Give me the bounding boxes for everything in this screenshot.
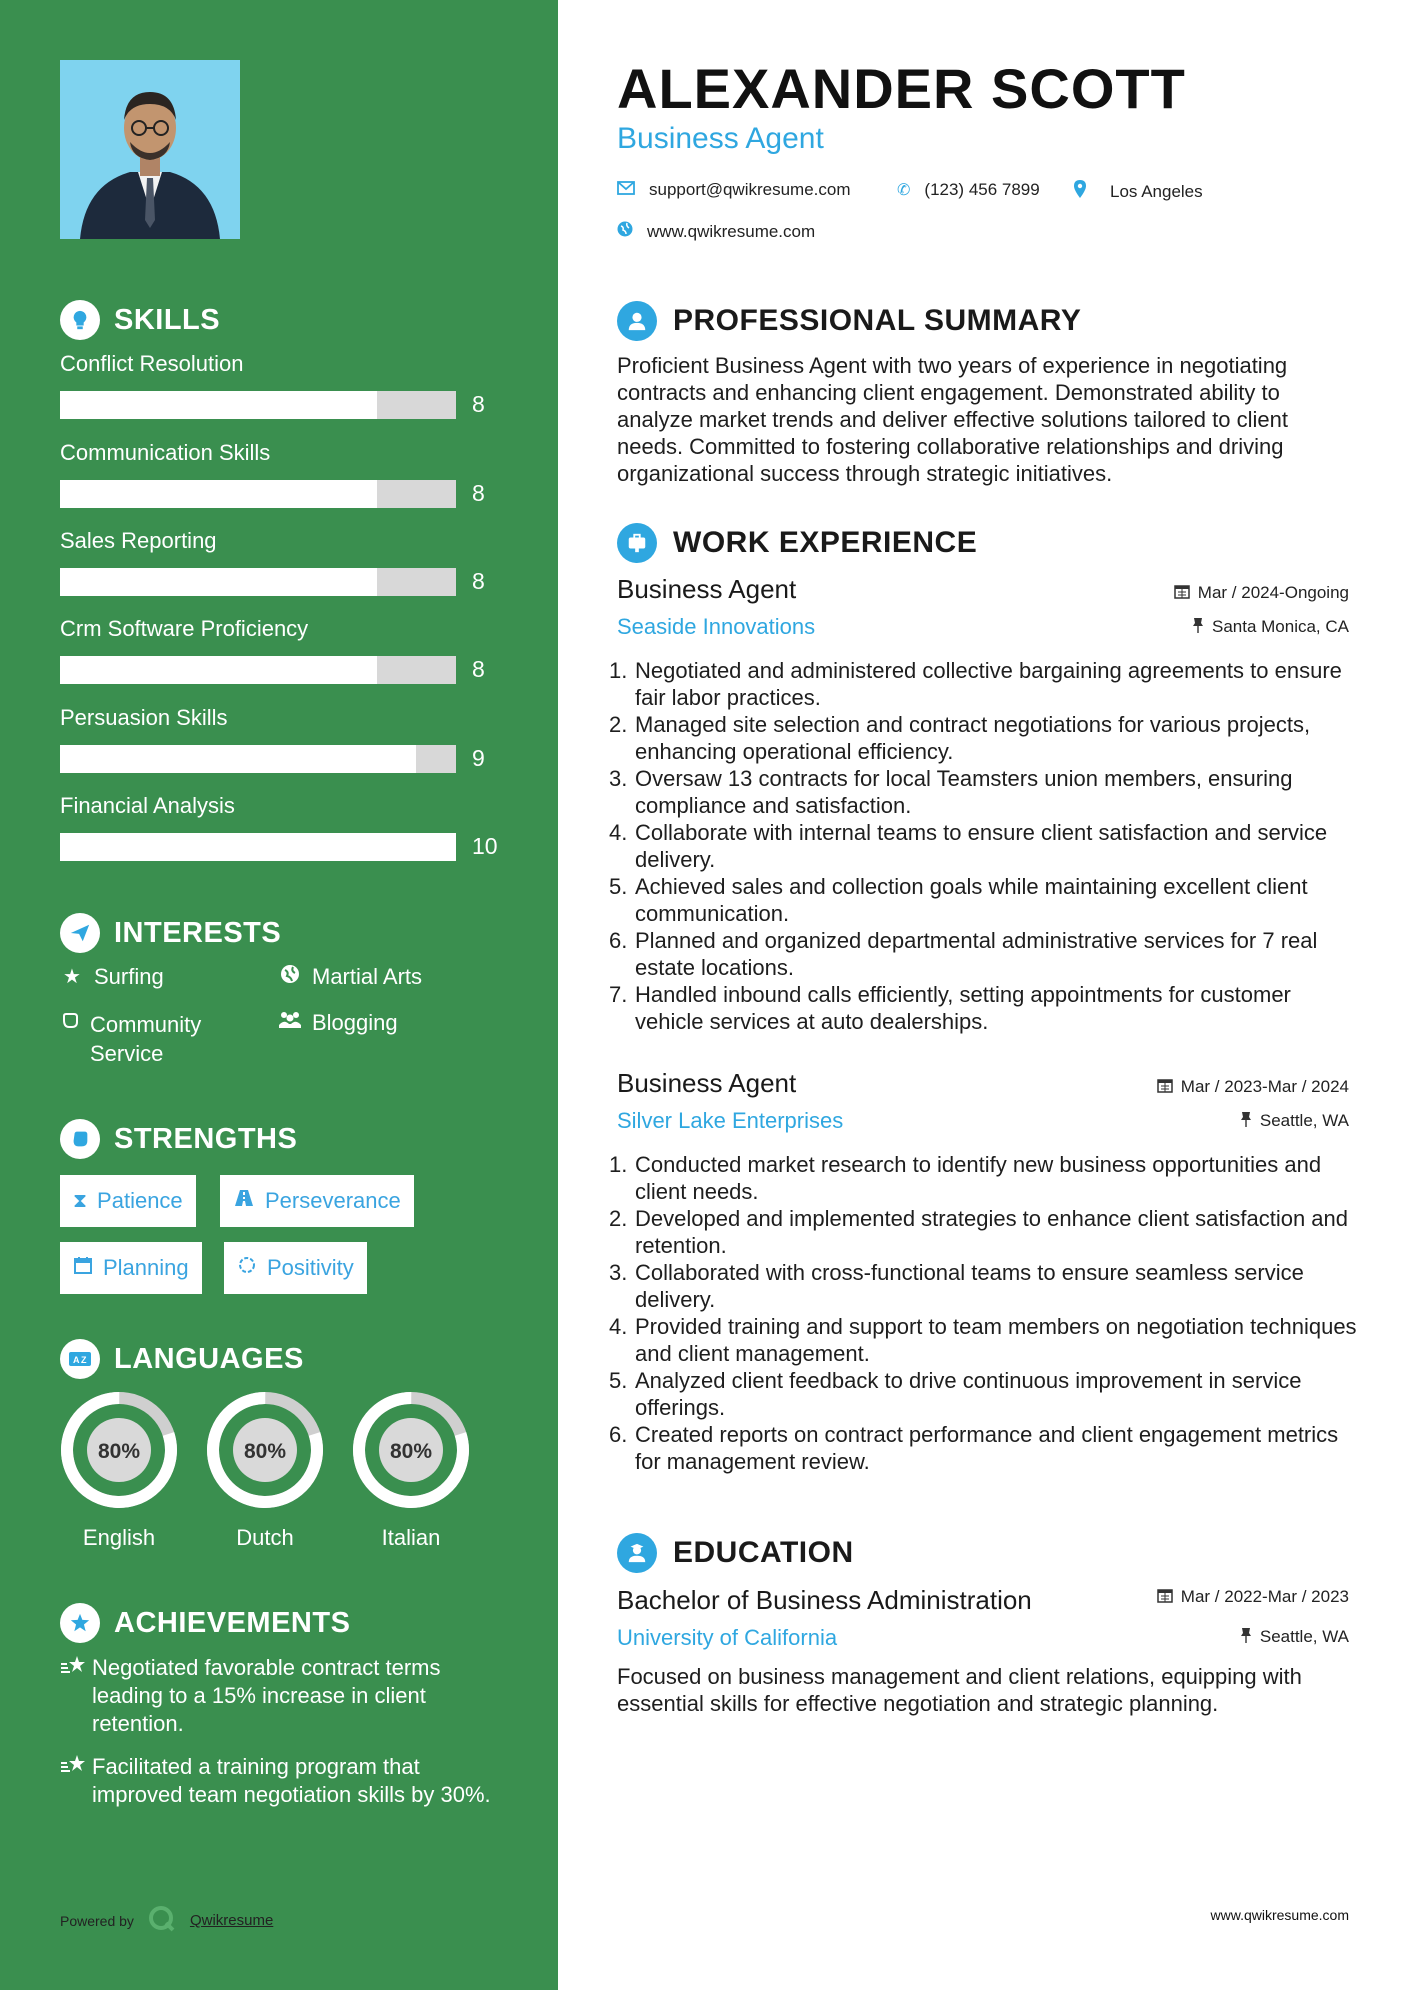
skill-value: 8 xyxy=(472,656,485,682)
qwikresume-logo-icon xyxy=(148,1905,176,1936)
skill-bar xyxy=(60,480,456,508)
contact-location: Los Angeles xyxy=(1074,180,1203,203)
education-location: Seattle, WA xyxy=(1240,1627,1349,1647)
website-link[interactable]: www.qwikresume.com xyxy=(647,221,816,241)
strengths-heading xyxy=(60,1119,297,1159)
contact-phone: ✆ (123) 456 7899 xyxy=(897,180,1040,199)
skill-value: 8 xyxy=(472,391,485,417)
language-percent: 80% xyxy=(243,1440,287,1463)
interest-item: ★ Surfing xyxy=(60,964,164,990)
school-name: University of California xyxy=(617,1625,838,1650)
list-item: 3. Collaborated with cross-functional teams to ensure seamless service delivery. xyxy=(609,1260,1304,1312)
star-badge-icon xyxy=(60,1603,100,1643)
language-ring xyxy=(349,1388,473,1512)
interests-heading xyxy=(60,913,281,953)
skill-label: Financial Analysis xyxy=(60,793,235,818)
job-title: Business Agent xyxy=(617,574,797,604)
education-text: Focused on business management and client relations, equipping with essential skills for effective negotiation and strategic planning. xyxy=(617,1664,1302,1716)
road-icon xyxy=(233,1189,255,1213)
skill-bar xyxy=(60,833,456,861)
achievement-item: Facilitated a training program that improved team negotiation skills by 30%. xyxy=(60,1753,500,1809)
list-item: 5. Achieved sales and collection goals while maintaining excellent client communication. xyxy=(609,874,1308,926)
language-percent: 80% xyxy=(97,1440,141,1463)
education-dates: Mar / 2022-Mar / 2023 xyxy=(1157,1587,1349,1607)
svg-text:A: A xyxy=(73,1355,80,1365)
skill-value: 10 xyxy=(472,833,498,859)
skill-bar xyxy=(60,656,456,684)
strength-tag: Planning xyxy=(60,1242,202,1294)
user-icon xyxy=(617,301,657,341)
users-icon xyxy=(278,1010,302,1036)
skill-bar xyxy=(60,568,456,596)
calendar-icon xyxy=(1174,583,1190,603)
language-label: Dutch xyxy=(236,1525,294,1550)
list-item: 2. Developed and implemented strategies to enhance client satisfaction and retention. xyxy=(609,1206,1349,1258)
hand-icon xyxy=(60,1010,80,1036)
skill-bar-fill xyxy=(60,745,416,773)
list-item: 5. Analyzed client feedback to drive continuous improvement in service offerings. xyxy=(609,1368,1302,1420)
language-item xyxy=(349,1388,473,1551)
languages-title: LANGUAGES xyxy=(114,1342,304,1375)
job-location: Santa Monica, CA xyxy=(1192,617,1349,637)
globe-icon xyxy=(278,964,302,990)
contact-website xyxy=(617,221,815,242)
profile-photo xyxy=(60,60,240,239)
pushpin-icon xyxy=(1240,1627,1252,1647)
summary-text: Proficient Business Agent with two years of experience in negotiating contracts and enhancing client engagement. Demonstrated ability to analyze market trends and deliver effective solutions tailored to client needs. Committed to fostering collaborative relationships and driving organizational success through strategic initiatives. xyxy=(617,353,1288,486)
list-item: 7. Handled inbound calls efficiently, setting appointments for customer vehicle services at auto dealerships. xyxy=(609,982,1291,1034)
strength-tag: ⧗ Patience xyxy=(60,1175,196,1227)
star-hand-icon xyxy=(60,1753,92,1809)
language-item xyxy=(57,1388,181,1551)
skills-heading xyxy=(60,300,220,340)
interests-title: INTERESTS xyxy=(114,916,282,949)
language-icon xyxy=(60,1339,100,1379)
envelope-icon xyxy=(617,181,635,200)
strength-tag: Positivity xyxy=(224,1242,367,1294)
education-heading: EDUCATION xyxy=(617,1533,854,1573)
footer-website[interactable]: www.qwikresume.com xyxy=(1210,1907,1349,1923)
job-title: Business Agent xyxy=(617,1068,797,1098)
achievements-title: ACHIEVEMENTS xyxy=(114,1606,351,1639)
lightbulb-icon xyxy=(60,300,100,340)
skill-bar-fill xyxy=(60,391,377,419)
skill-bar-fill xyxy=(60,656,377,684)
list-item: 4. Collaborate with internal teams to ensure client satisfaction and service delivery. xyxy=(609,820,1328,872)
fist-icon xyxy=(60,1119,100,1159)
achievements-heading xyxy=(60,1603,350,1643)
job-company: Seaside Innovations xyxy=(617,614,816,639)
list-item: 2. Managed site selection and contract negotiations for various projects, enhancing operational efficiency. xyxy=(609,712,1311,764)
skill-bar xyxy=(60,391,456,419)
map-pin-icon xyxy=(1074,180,1086,203)
experience-heading: WORK EXPERIENCE xyxy=(617,523,977,563)
skill-label: Crm Software Proficiency xyxy=(60,616,309,641)
summary-heading: PROFESSIONAL SUMMARY xyxy=(617,301,1081,341)
contact-email xyxy=(617,180,851,200)
skill-bar-fill xyxy=(60,568,377,596)
star-icon: ★ xyxy=(63,966,81,988)
spinner-icon xyxy=(237,1255,257,1281)
list-item: 1. Conducted market research to identify new business opportunities and client needs. xyxy=(609,1152,1322,1204)
job-dates: Mar / 2023-Mar / 2024 xyxy=(1157,1077,1349,1097)
language-ring xyxy=(57,1388,181,1512)
interest-item: Blogging xyxy=(278,1010,398,1036)
svg-text:Z: Z xyxy=(81,1355,87,1365)
candidate-role: Business Agent xyxy=(617,122,824,155)
job-location: Seattle, WA xyxy=(1240,1111,1349,1131)
list-item: 6. Planned and organized departmental administrative services for 7 real estate locations. xyxy=(609,928,1318,980)
calendar-icon xyxy=(73,1255,93,1281)
sidebar xyxy=(0,0,558,1990)
job-dates: Mar / 2024-Ongoing xyxy=(1174,583,1349,603)
job-company: Silver Lake Enterprises xyxy=(617,1108,844,1133)
pushpin-icon xyxy=(1240,1111,1252,1131)
skill-label: Sales Reporting xyxy=(60,528,217,553)
language-ring xyxy=(203,1388,327,1512)
skill-value: 9 xyxy=(472,745,485,771)
languages-heading xyxy=(60,1339,304,1379)
skill-label: Persuasion Skills xyxy=(60,705,228,730)
strength-tag: Perseverance xyxy=(220,1175,414,1227)
job-bullets xyxy=(609,657,1357,1035)
calendar-icon xyxy=(1157,1587,1173,1607)
skill-label: Conflict Resolution xyxy=(60,351,244,376)
skill-value: 8 xyxy=(472,568,485,594)
skill-label: Communication Skills xyxy=(60,440,271,465)
list-item: 4. Provided training and support to team members on negotiation techniques and client management. xyxy=(609,1314,1357,1366)
interest-item: Community Service xyxy=(60,1010,240,1068)
qwikresume-link[interactable]: Qwikresume xyxy=(189,1912,274,1929)
achievement-item: Negotiated favorable contract terms leading to a 15% increase in client retention. xyxy=(60,1654,500,1738)
skill-value: 8 xyxy=(472,480,485,506)
language-label: Italian xyxy=(381,1525,441,1550)
skill-bar-fill xyxy=(60,480,377,508)
skill-bar xyxy=(60,745,456,773)
star-hand-icon xyxy=(60,1654,92,1738)
skill-bar-fill xyxy=(60,833,456,861)
email-link[interactable]: support@qwikresume.com xyxy=(649,180,851,199)
graduate-icon xyxy=(617,1533,657,1573)
job-bullets xyxy=(609,1151,1357,1475)
pushpin-icon xyxy=(1192,617,1204,637)
hourglass-icon: ⧗ xyxy=(73,1189,88,1212)
language-percent: 80% xyxy=(389,1440,433,1463)
briefcase-icon xyxy=(617,523,657,563)
list-item: 3. Oversaw 13 contracts for local Teamsters union members, ensuring compliance and satisfaction. xyxy=(609,766,1293,818)
phone-icon: ✆ xyxy=(897,182,911,199)
language-label: English xyxy=(82,1525,156,1550)
candidate-name: ALEXANDER SCOTT xyxy=(617,57,1186,120)
skills-title: SKILLS xyxy=(114,303,221,336)
globe-icon xyxy=(617,221,633,242)
interest-item: Martial Arts xyxy=(278,964,422,990)
powered-by: Powered by Qwikresume xyxy=(60,1905,273,1936)
language-item xyxy=(203,1388,327,1551)
paper-plane-icon xyxy=(60,913,100,953)
strengths-title: STRENGTHS xyxy=(114,1122,298,1155)
list-item: 1. Negotiated and administered collective bargaining agreements to ensure fair labor practices. xyxy=(609,658,1342,710)
list-item: 6. Created reports on contract performance and client engagement metrics for management review. xyxy=(609,1422,1339,1474)
calendar-icon xyxy=(1157,1077,1173,1097)
degree-title: Bachelor of Business Administration xyxy=(617,1585,1032,1615)
